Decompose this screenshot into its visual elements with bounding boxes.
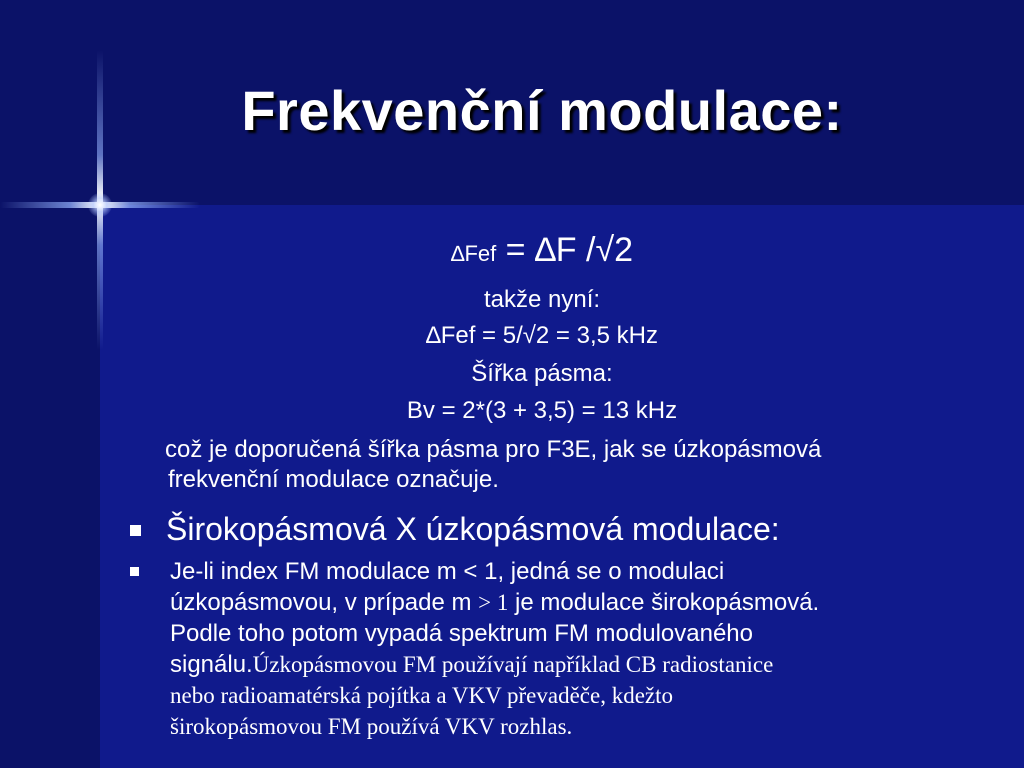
bullet2-line-6: širokopásmovou FM používá VKV rozhlas. <box>170 714 573 739</box>
bullet-text-1: Širokopásmová X úzkopásmová modulace: <box>166 511 780 547</box>
bullet-item-1 <box>130 508 990 550</box>
bullet-square-icon <box>130 525 141 536</box>
bullet-item-2 <box>130 556 990 742</box>
slide-title: Frekvenční modulace: <box>241 79 843 142</box>
left-band <box>0 205 100 768</box>
note-paragraph <box>165 435 968 495</box>
formula-line <box>100 230 984 274</box>
bullet2-line-4 <box>170 649 970 680</box>
bullet2-line-4b: Úzkopásmovou FM používají například CB radiostanice <box>252 652 774 677</box>
bullet2-line-5: nebo radioamatérská pojítka a VKV převaděče, kdežto <box>170 683 674 708</box>
text-line-2: ∆Fef = 5/√2 = 3,5 kHz <box>426 322 658 349</box>
note-line-2: frekvenční modulace označuje. <box>168 466 499 493</box>
sparkle-icon <box>88 193 112 217</box>
text-line-4: Bv = 2*(3 + 3,5) = 13 kHz <box>406 397 678 424</box>
formula-lhs: ∆Fef <box>450 241 497 266</box>
formula-rhs: = ∆F /√2 <box>496 231 634 269</box>
note-line-1: což je doporučená šířka pásma pro F3E, jak se úzkopásmová <box>165 436 822 463</box>
text-line-1: takže nyní: <box>483 286 601 313</box>
bullet2-line-3: Podle toho potom vypadá spektrum FM modulovaného <box>170 620 753 647</box>
bullet2-line-4a: signálu. <box>170 651 253 678</box>
bullet-square-icon <box>130 567 139 576</box>
bullet2-line-1: Je-li index FM modulace m < 1, jedná se o modulaci <box>170 558 725 585</box>
bullet2-line-2c: je modulace širokopásmová. <box>508 589 820 616</box>
bullet2-line-2a: úzkopásmovou, v prípade m <box>170 589 479 616</box>
bullet-text-2 <box>170 556 970 742</box>
bullet2-line-2b: > 1 <box>478 590 509 615</box>
bullet2-line-2 <box>170 587 970 618</box>
text-line-3: Šířka pásma: <box>471 360 613 387</box>
